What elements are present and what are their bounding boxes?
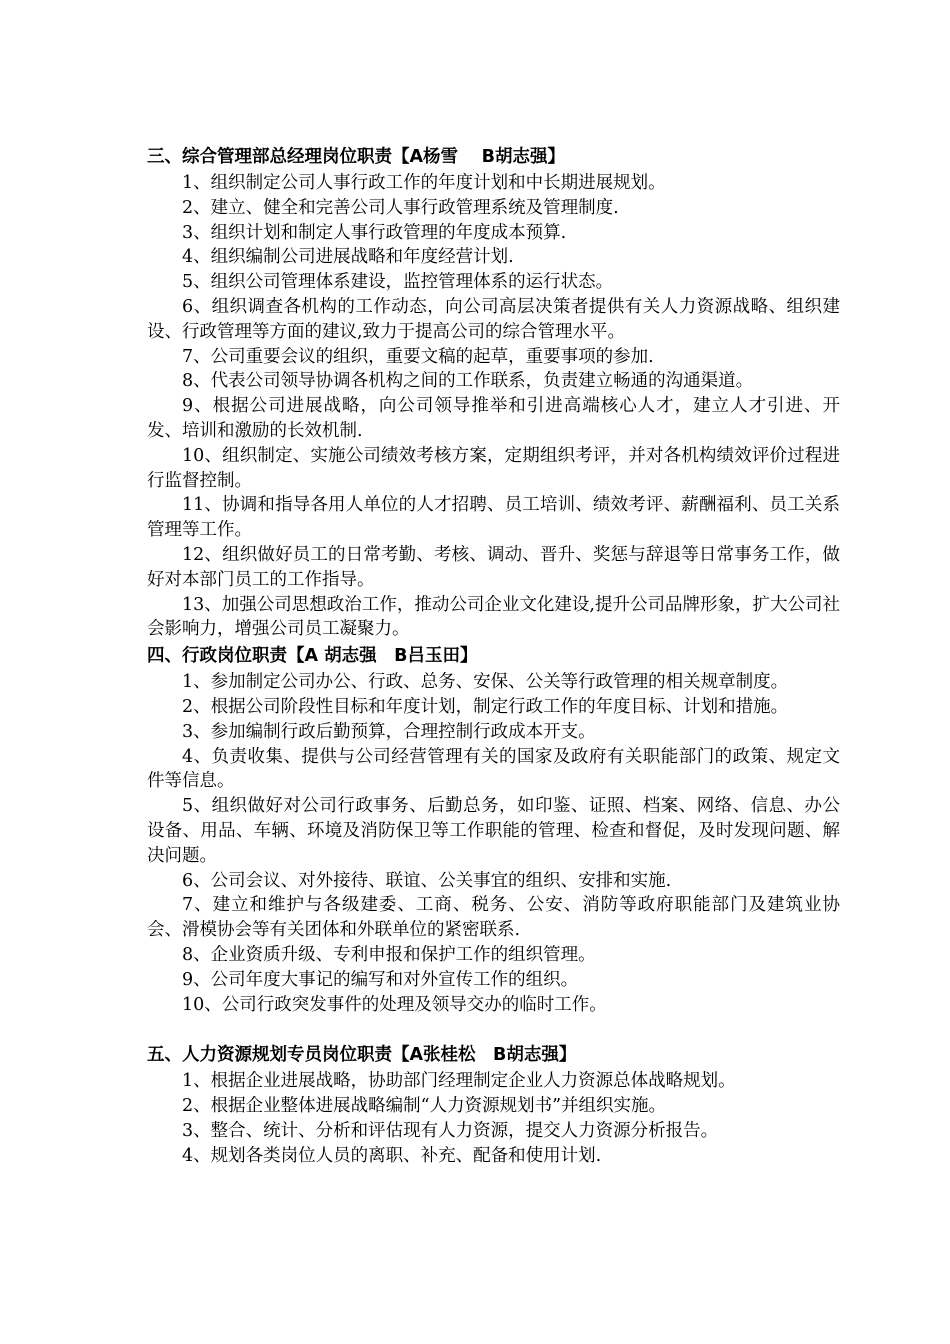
list-item: 6、组织调查各机构的工作动态，向公司高层决策者提供有关人力资源战略、组织建设、行政管理等方面的建议,致力于提高公司的综合管理水平。 xyxy=(147,296,840,342)
list-item: 5、组织做好对公司行政事务、后勤总务，如印鉴、证照、档案、网络、信息、办公设备、用品、车辆、环境及消防保卫等工作职能的管理、检查和督促，及时发现问题、解决问题。 xyxy=(147,796,840,866)
section-spacer xyxy=(147,1017,840,1041)
list-item: 4、规划各类岗位人员的离职、补充、配备和使用计划. xyxy=(182,1145,602,1166)
list-item: 8、企业资质升级、专利申报和保护工作的组织管理。 xyxy=(182,944,596,965)
list-item: 3、参加编制行政后勤预算，合理控制行政成本开支。 xyxy=(182,721,596,742)
list-item: 3、组织计划和制定人事行政管理的年度成本预算. xyxy=(182,222,567,243)
list-item: 10、组织制定、实施公司绩效考核方案，定期组织考评，并对各机构绩效评价过程进行监督控制。 xyxy=(147,445,840,491)
section-title: 五、人力资源规划专员岗位职责【A张桂松 B胡志强】 xyxy=(147,1045,577,1066)
list-item: 4、组织编制公司进展战略和年度经营计划. xyxy=(182,247,514,268)
list-item: 10、公司行政突发事件的处理及领导交办的临时工作。 xyxy=(182,994,607,1015)
list-item: 6、公司会议、对外接待、联谊、公关事宜的组织、安排和实施. xyxy=(182,870,672,891)
section-title: 四、行政岗位职责【A 胡志强 B吕玉田】 xyxy=(147,646,478,667)
list-item: 13、加强公司思想政治工作，推动公司企业文化建设,提升公司品牌形象，扩大公司社会影响力，增强公司员工凝聚力。 xyxy=(147,594,840,640)
list-item: 9、根据公司进展战略，向公司领导推举和引进高端核心人才，建立人才引进、开发、培训和激励的长效机制. xyxy=(147,396,840,441)
list-item: 11、协调和指导各用人单位的人才招聘、员工培训、绩效考评、薪酬福利、员工关系管理等工作。 xyxy=(147,495,840,541)
list-item: 12、组织做好员工的日常考勤、考核、调动、晋升、奖惩与辞退等日常事务工作，做好对本部门员工的工作指导。 xyxy=(147,544,840,590)
list-item: 7、建立和维护与各级建委、工商、税务、公安、消防等政府职能部门及建筑业协会、滑模协会等有关团体和外联单位的紧密联系. xyxy=(147,895,840,941)
list-item: 1、组织制定公司人事行政工作的年度计划和中长期进展规划。 xyxy=(182,173,666,193)
list-item: 1、根据企业进展战略，协助部门经理制定企业人力资源总体战略规划。 xyxy=(182,1071,736,1092)
list-item: 3、整合、统计、分析和评估现有人力资源，提交人力资源分析报告。 xyxy=(182,1120,719,1141)
list-item: 1、参加制定公司办公、行政、总务、安保、公关等行政管理的相关规章制度。 xyxy=(182,672,789,693)
list-item: 5、组织公司管理体系建设，监控管理体系的运行状态。 xyxy=(182,272,614,293)
list-item: 2、根据公司阶段性目标和年度计划，制定行政工作的年度目标、计划和措施。 xyxy=(182,696,789,717)
list-item: 2、建立、健全和完善公司人事行政管理系统及管理制度. xyxy=(182,197,619,218)
list-item: 9、公司年度大事记的编写和对外宣传工作的组织。 xyxy=(182,969,579,990)
list-item: 4、负责收集、提供与公司经营管理有关的国家及政府有关职能部门的政策、规定文件等信息。 xyxy=(147,746,840,792)
list-item: 8、代表公司领导协调各机构之间的工作联系，负责建立畅通的沟通渠道。 xyxy=(182,371,754,392)
section-title: 三、综合管理部总经理岗位职责【A杨雪 B胡志强】 xyxy=(147,147,565,167)
list-item: 7、公司重要会议的组织，重要文稿的起草，重要事项的参加. xyxy=(182,346,654,367)
list-item: 2、根据企业整体进展战略编制“人力资源规划书”并组织实施。 xyxy=(182,1096,667,1117)
